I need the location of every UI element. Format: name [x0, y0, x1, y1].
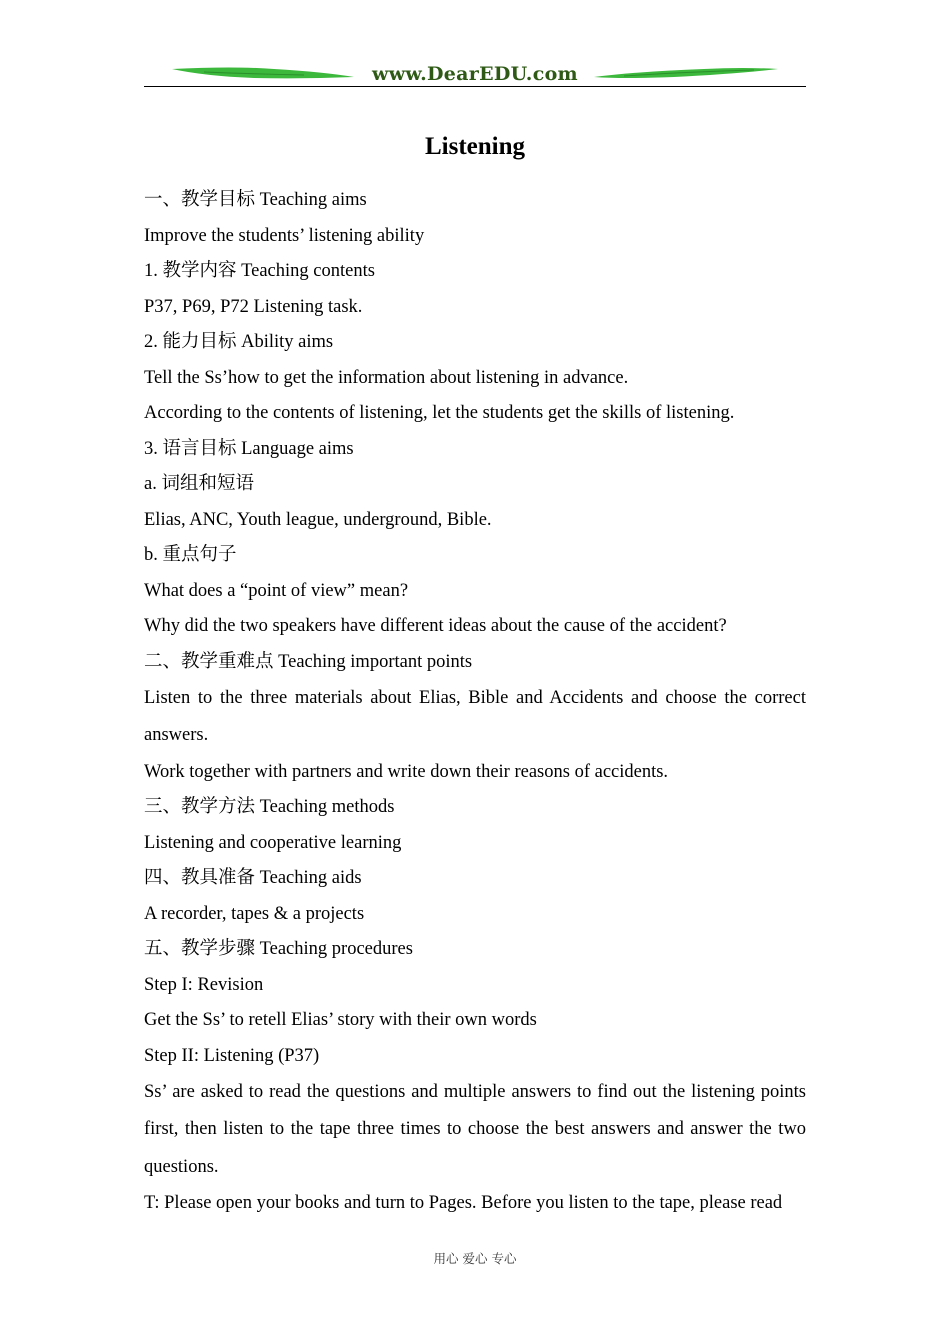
paragraph-line: Tell the Ss’how to get the information about listening in advance. — [144, 367, 629, 388]
paragraph-block: Ss’ are asked to read the questions and multiple answers to find out the listening points first, then listen to the tape three times to choose the best answers and answer the two questions. — [144, 1082, 806, 1177]
subsection-ability-aims: 2. 能力目标 Ability aims — [144, 332, 334, 352]
paragraph-line: P37, P69, P72 Listening task. — [144, 296, 363, 317]
section-teaching-procedures: 五、教学步骤 Teaching procedures — [144, 939, 413, 960]
section-teaching-aids: 四、教具准备 Teaching aids — [144, 868, 362, 889]
document-body — [144, 183, 806, 1221]
page-title: Listening — [424, 133, 526, 160]
step-heading: Step I: Revision — [144, 974, 264, 995]
paragraph-line: According to the contents of listening, let the students get the skills of listening. — [144, 403, 735, 423]
site-logo-text: www.DearEDU.com — [372, 63, 578, 85]
section-important-points: 二、教学重难点 Teaching important points — [144, 651, 473, 672]
item-phrases-heading: a. 词组和短语 — [144, 474, 254, 494]
paragraph-line: Why did the two speakers have different ideas about the cause of the accident? — [144, 616, 727, 636]
paragraph-block: Listen to the three materials about Elias, Bible and Accidents and choose the correct answers. — [144, 688, 806, 746]
paragraph-line: Get the Ss’ to retell Elias’ story with their own words — [144, 1010, 537, 1031]
subsection-teaching-contents: 1. 教学内容 Teaching contents — [144, 261, 375, 281]
paragraph-line: A recorder, tapes & a projects — [144, 903, 365, 924]
paragraph-line: Listening and cooperative learning — [144, 832, 402, 853]
paragraph-line: Improve the students’ listening ability — [144, 225, 425, 246]
section-teaching-methods: 三、教学方法 Teaching methods — [144, 797, 395, 818]
item-key-sentences-heading: b. 重点句子 — [144, 545, 237, 565]
paragraph-line: Work together with partners and write down their reasons of accidents. — [144, 761, 669, 782]
paragraph-line: Elias, ANC, Youth league, underground, Bible. — [144, 509, 492, 530]
header-divider — [144, 86, 806, 87]
subsection-language-aims: 3. 语言目标 Language aims — [144, 438, 354, 459]
step-heading: Step II: Listening (P37) — [144, 1045, 320, 1066]
paragraph-line: What does a “point of view” mean? — [144, 580, 409, 601]
section-teaching-aims: 一、教学目标 Teaching aims — [144, 190, 367, 210]
page-footer: 用心 爱心 专心 — [433, 1251, 517, 1266]
paragraph-line: T: Please open your books and turn to Pages. Before you listen to the tape, please read — [144, 1192, 783, 1213]
